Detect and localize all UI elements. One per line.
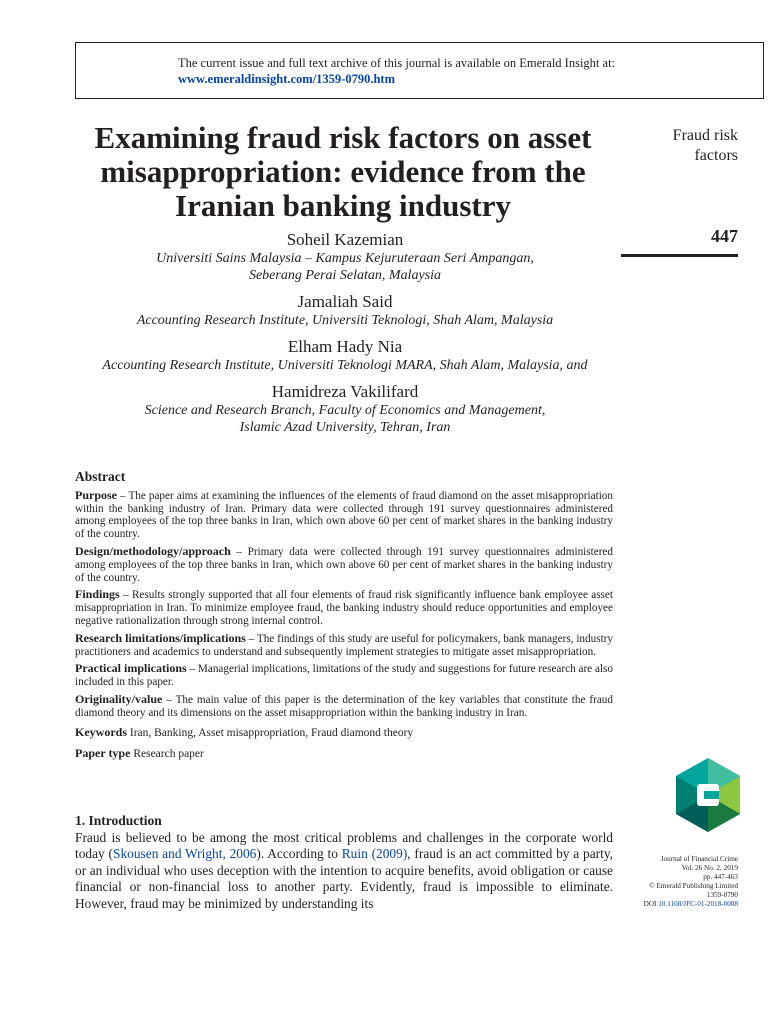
abstract-heading: Abstract: [75, 469, 126, 484]
keywords: [75, 726, 613, 740]
journal-pages: pp. 447-463: [703, 873, 738, 881]
citation-link[interactable]: Ruin (2009): [341, 846, 408, 862]
author-block-4: [60, 382, 630, 436]
author-affiliation: Universiti Sains Malaysia – Kampus Kejuruteraan Seri Ampangan,: [156, 251, 534, 266]
author-block-2: [60, 292, 630, 329]
citation-link[interactable]: Skousen and Wright, 2006: [113, 846, 257, 862]
abstract-text: – Managerial implications, limitations of the study and suggestions for future research are also included in this paper.: [75, 663, 613, 689]
abstract-section: [75, 545, 613, 584]
running-head-line1: Fraud risk: [672, 127, 738, 144]
abstract-section: [75, 588, 613, 627]
abstract-text: – Primary data were collected through 191 survey questionnaires administered among employees of the top three banks in Iran, which own above 60 per cent of market shares in the banking industry of the country.: [75, 545, 613, 584]
author-name: Elham Hady Nia: [287, 337, 403, 356]
page-number: 447: [711, 226, 738, 246]
abstract-text: – The findings of this study are useful for policymakers, bank managers, industry practitioners and academics to understand and subsequently implement strategies to mitigate asset misappropriation.: [75, 632, 613, 658]
journal-doi: [588, 900, 738, 909]
abstract: [75, 471, 613, 761]
body-text: ). According to: [256, 846, 342, 862]
journal-name: Journal of Financial Crime: [660, 855, 738, 863]
abstract-text: – The paper aims at examining the influences of the elements of fraud diamond on the asset misappropriation within the banking industry of Iran. Primary data were collected through 191 survey questionnaires administered among employees of the top three banks in Iran, which own above 60 per cent of market shares in the banking industry of the country.: [75, 489, 613, 541]
author-affiliation: Islamic Azad University, Tehran, Iran: [239, 420, 451, 435]
journal-info: [588, 855, 738, 909]
abstract-section: [75, 693, 613, 720]
journal-volume: Vol. 26 No. 2, 2019: [681, 864, 738, 872]
author-affiliation: Seberang Perai Selatan, Malaysia: [248, 268, 442, 283]
paper-type: [75, 747, 613, 761]
abstract-label: Purpose: [75, 487, 117, 502]
body-text: Fraud is believed to be among the most critical problems and challenges in the corporate world today (: [75, 830, 613, 862]
abstract-label: Originality/value: [75, 691, 163, 706]
author-affiliation: Accounting Research Institute, Universiti Teknologi MARA, Shah Alam, Malaysia, and: [102, 358, 588, 373]
abstract-section: [75, 632, 613, 659]
abstract-section: [75, 662, 613, 689]
author-affiliation: Accounting Research Institute, Universiti Teknologi, Shah Alam, Malaysia: [136, 313, 554, 328]
doi-link[interactable]: 10.1108/JFC-01-2018-0008: [658, 900, 738, 908]
journal-notice-box: [75, 42, 764, 99]
running-head: [598, 126, 738, 166]
abstract-text: – Results strongly supported that all four elements of fraud risk significantly influence bank employee asset misappropriation in Iran. To minimize employee fraud, the banking industry should reduce opportunities and employee negative rationalization through strong internal control.: [75, 589, 613, 627]
author-name: Jamaliah Said: [297, 292, 393, 311]
abstract-text: – The main value of this paper is the determination of the key variables that constitute the fraud diamond theory and its dimensions on the asset misappropriation within the banking industry in Iran.: [75, 693, 613, 719]
author-affiliation: Science and Research Branch, Faculty of Economics and Management,: [144, 403, 546, 418]
author-block-1: [60, 230, 630, 284]
journal-copyright: © Emerald Publishing Limited: [649, 882, 738, 890]
keywords-text: Iran, Banking, Asset misappropriation, Fraud diamond theory: [127, 726, 414, 739]
abstract-section: [75, 489, 613, 541]
doi-label: DOI: [643, 900, 657, 908]
paper-type-text: Research paper: [130, 748, 204, 761]
body-text: , fraud is an act committed by a party, or an individual who uses deception with the intention to acquire benefits, avoid obligation or cause financial or non-financial loss to another party. Evidently, fraud is impossible to eliminate. However, fraud may be minimized by understanding its: [75, 846, 613, 911]
journal-issn: 1359-0790: [706, 891, 738, 899]
keywords-label: Keywords: [75, 724, 127, 739]
abstract-label: Research limitations/implications: [75, 630, 246, 645]
body-paragraph: [75, 830, 613, 912]
abstract-label: Findings: [75, 587, 120, 602]
running-head-line2: factors: [694, 147, 738, 164]
crossmark-icon[interactable]: [676, 758, 740, 832]
abstract-label: Practical implications: [75, 661, 187, 676]
paper-type-label: Paper type: [75, 746, 131, 761]
author-block-3: [60, 337, 630, 374]
author-name: Soheil Kazemian: [286, 230, 404, 249]
introduction: [75, 813, 613, 912]
author-name: Hamidreza Vakilifard: [271, 382, 419, 401]
section-heading: 1. Introduction: [75, 813, 162, 828]
paper-title: Examining fraud risk factors on asset misappropriation: evidence from the Iranian banking industry: [94, 120, 592, 223]
journal-url-link[interactable]: www.emeraldinsight.com/1359-0790.htm: [178, 72, 395, 86]
abstract-label: Design/methodology/approach: [75, 543, 231, 558]
notice-text: The current issue and full text archive of this journal is available on Emerald Insight at:: [178, 56, 616, 70]
side-divider: [621, 254, 738, 257]
